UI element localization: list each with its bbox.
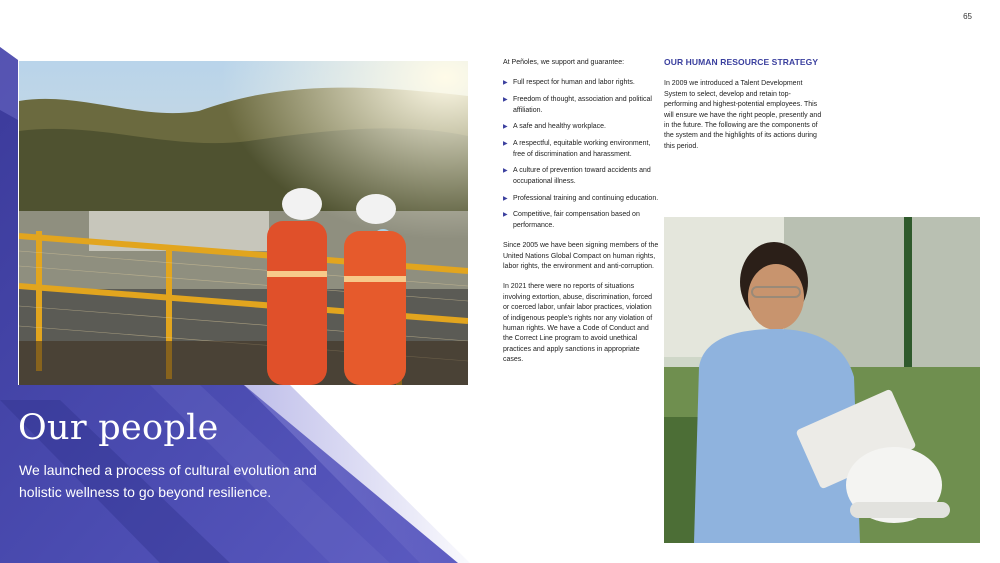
workers-photo	[19, 61, 468, 385]
global-compact-paragraph: Since 2005 we have been signing members of the United Nations Global Compact on human rights, labor rights, the environment and anti-corruption.	[503, 242, 659, 271]
list-item: ▶ A respectful, equitable working environment, free of discrimination and harassment.	[503, 140, 651, 158]
list-item: ▶ Competitive, fair compensation based on performance.	[503, 211, 640, 229]
triangle-bullet-icon: ▶	[503, 141, 508, 148]
strategy-heading: OUR HUMAN RESOURCE STRATEGY	[664, 57, 819, 67]
triangle-bullet-icon: ▶	[503, 195, 508, 202]
triangle-bullet-icon: ▶	[503, 212, 508, 219]
strategy-column	[664, 57, 822, 152]
list-item: ▶ A safe and healthy workplace.	[503, 122, 659, 132]
list-item: ▶ Freedom of thought, association and political affiliation.	[503, 96, 652, 114]
triangle-bullet-icon: ▶	[503, 168, 508, 175]
guarantees-intro: At Peñoles, we support and guarantee:	[503, 59, 625, 66]
section-subtitle: We launched a process of cultural evolution and holistic wellness to go beyond resilience.	[19, 462, 317, 500]
list-item: ▶ Professional training and continuing education.	[503, 194, 659, 204]
triangle-bullet-icon: ▶	[503, 97, 508, 104]
guarantees-list	[503, 78, 659, 231]
page-number: 65	[963, 12, 972, 21]
strategy-paragraph: In 2009 we introduced a Talent Development System to select, develop and retain top-performing and highest-potential employees. This will ensure we have the right people, presently and in the future. The following are the components of the system and the highlights of its actions during this period.	[664, 80, 822, 150]
list-item: ▶ Full respect for human and labor rights.	[503, 78, 659, 88]
employee-photo	[664, 217, 980, 543]
guarantees-column	[503, 58, 659, 376]
list-item: ▶ A culture of prevention toward accidents and occupational illness.	[503, 167, 651, 185]
triangle-bullet-icon: ▶	[503, 80, 508, 87]
section-title: Our people	[18, 408, 219, 448]
human-rights-paragraph: In 2021 there were no reports of situations involving extortion, abuse, discrimination, forced or coerced labor, unfair labor practices, violation of indigenous people's rights nor any violation of human rights. We have a Code of Conduct and the Correct Line program to avoid unethical practices and apply sanctions in appropriate cases.	[503, 283, 653, 364]
triangle-bullet-icon: ▶	[503, 124, 508, 131]
